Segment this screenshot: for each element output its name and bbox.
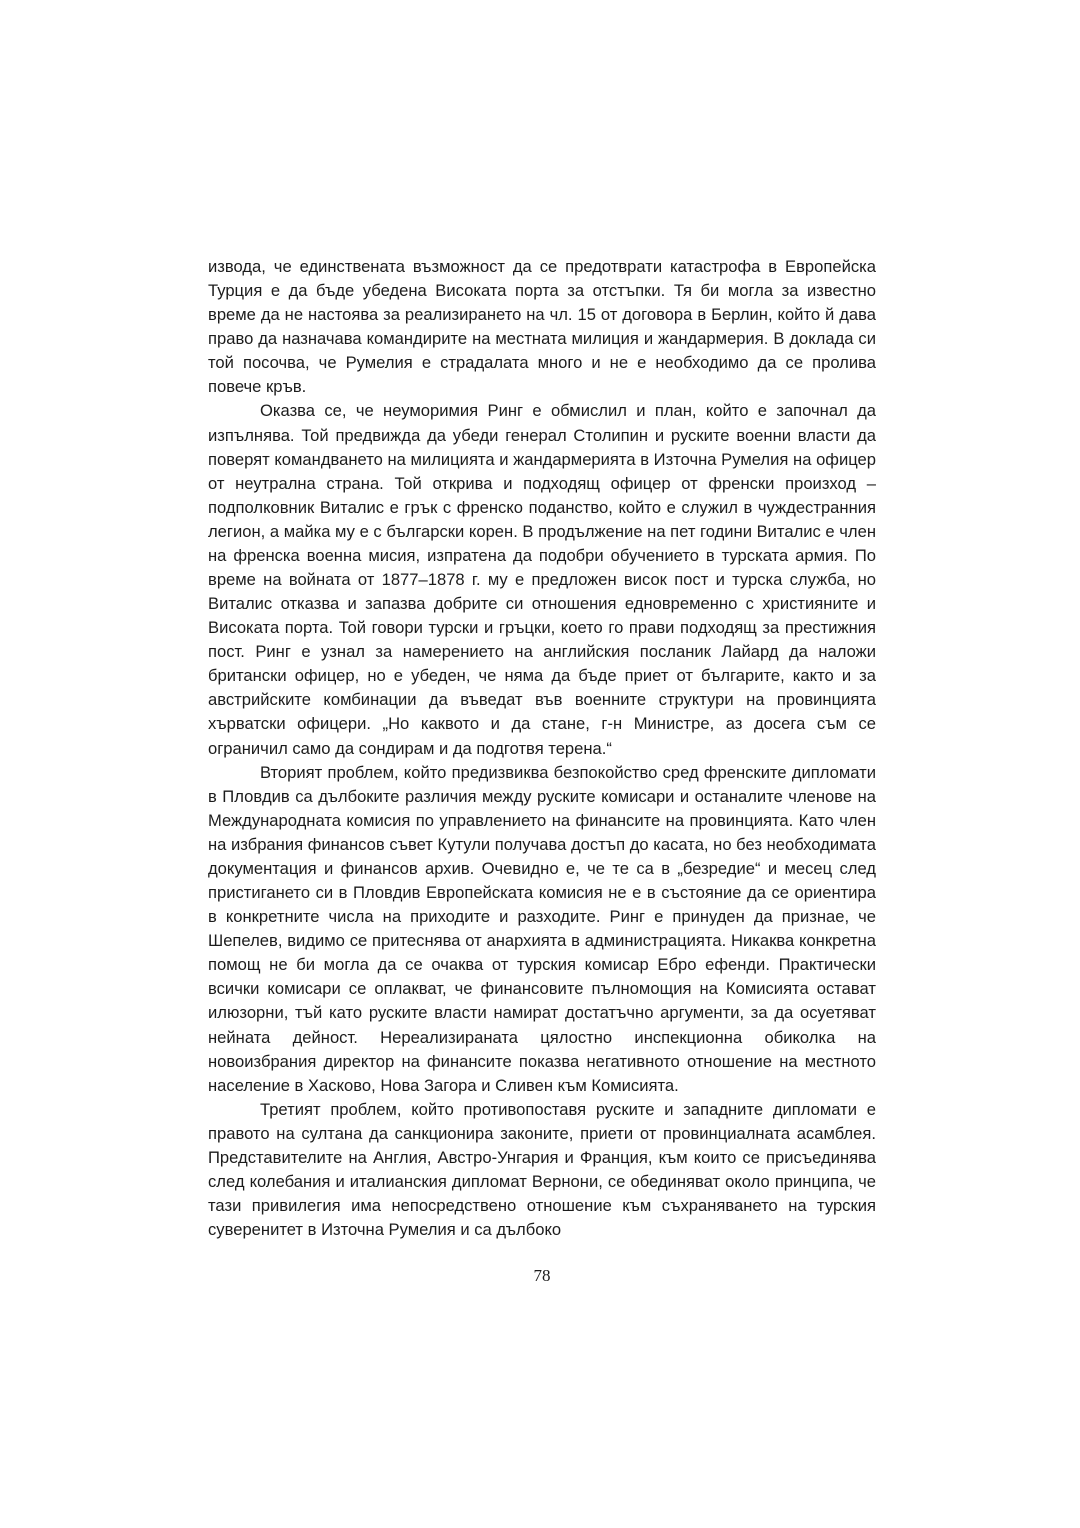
body-text <box>208 255 876 1242</box>
page-number: 78 <box>533 1266 551 1285</box>
paragraph-3: Вторият проблем, който предизвиква безпокойство сред френските дипломати в Пловдив са дълбоките различия между руските комисари и останалите членове на Международната комисия по управлението на финансите на провинцията. Като член на избрания финансов съвет Кутули получава достъп до касата, но без необходимата документация и финансов архив. Очевидно е, че те са в „безредие“ и месец след пристигането си в Пловдив Европейската комисия не е в състояние да се ориентира в конкретните числа на приходите и разходите. Ринг е принуден да признае, че Шепелев, видимо се притеснява от анархията в администрацията. Никаква конкретна помощ не би могла да се очаква от турския комисар Ебро ефенди. Практически всички комисари се оплакват, че финансовите пълномощия на Комисията остават илюзорни, тъй като руските власти намират достатъчно аргументи, за да осуетяват нейната дейност. Нереализираната цялостно инспекционна обиколка на новоизбрания директор на финансите показва негативното отношение на местното население в Хасково, Нова Загора и Сливен към Комисията. <box>208 762 876 1095</box>
paragraph-4: Третият проблем, който противопоставя руските и западните дипломати е правото на султана да санкционира законите, приети от провинциалната асамблея. Представителите на Англия, Австро-Унгария и Франция, към които се присъединява след колебания и италианския дипломат Вернони, се обединяват около принципа, че тази привилегия има непосредствено отношение към съхраняването на турския суверенитет в Източна Румелия и са дълбоко <box>208 1099 876 1240</box>
paragraph-1: извода, че единствената възможност да се предотврати катастрофа в Европейска Турция е да бъде убедена Високата порта за отстъпки. Тя би могла за известно време да не настоява за реализирането на чл. 15 от договора в Берлин, който й дава право да назначава командирите на местната милиция и жандармерия. В доклада си той посочва, че Румелия е страдалата много и не е необходимо да се пролива повече кръв. <box>208 257 876 397</box>
paragraph-2: Оказва се, че неуморимия Ринг е обмислил и план, който е започнал да изпълнява. Той предвижда да убеди генерал Столипин и руските военни власти да поверят командването на милицията и жандармерията в Източна Румелия на офицер от неутрална страна. Той открива и подходящ офицер от френски произход – подполковник Виталис е грък с френско поданство, който е служил в чуждестранния легион, а майка му е с български корен. В продължение на пет години Виталис е член на френска военна мисия, изпратена да подобри обучението в турската армия. По време на войната от 1877–1878 г. му е предложен висок пост и турска служба, но Виталис отказва и запазва добрите си отношения едновременно с християните и Високата порта. Той говори турски и гръцки, което го прави подходящ за престижния пост. Ринг е узнал за намерението на английския посланик Лайард да наложи британски офицер, но е убеден, че няма да бъде приет от българите, както и за австрийските комбинации да въведат във военните структури на провинцията хърватски офицери. „Но каквото и да стане, г-н Министре, аз досега съм се ограничил само да сондирам и да подготвя терена.“ <box>208 401 876 758</box>
